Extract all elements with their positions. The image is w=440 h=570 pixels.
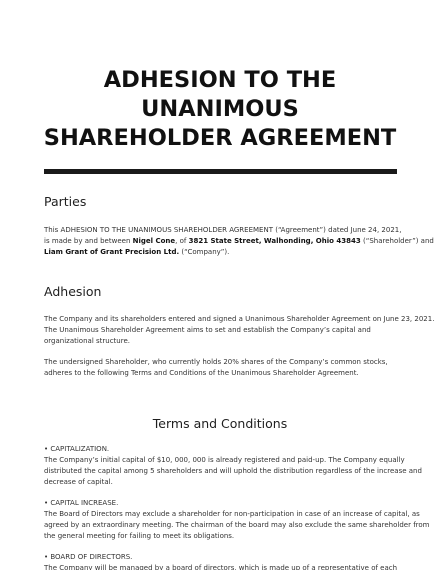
adhesion-heading: Adhesion: [44, 284, 102, 299]
paragraph-line: adheres to the following Terms and Conditions of the Unanimous Shareholder Agreement.: [44, 369, 359, 377]
parties-line-2: [44, 236, 434, 247]
clause-line: agreed by an extraordinary meeting. The chairman of the board may also exclude the same shareholder from: [44, 521, 430, 529]
parties-heading: Parties: [44, 194, 87, 209]
parties-paragraph: [44, 225, 434, 258]
paragraph-line: The Company and its shareholders entered and signed a Unanimous Shareholder Agreement on June 23, 2021.: [44, 315, 435, 323]
capital-increase-clause: [44, 498, 430, 542]
parties-text: , of: [175, 237, 189, 245]
clause-title: • CAPITALIZATION.: [44, 445, 110, 453]
document-title-line-2: UNANIMOUS: [141, 96, 299, 122]
clause-title: • BOARD OF DIRECTORS.: [44, 553, 133, 561]
document-title-line-3: SHAREHOLDER AGREEMENT: [43, 125, 397, 151]
company-name: Liam Grant of Grant Precision Ltd.: [44, 248, 180, 256]
parties-text: is made by and between: [44, 237, 133, 245]
board-of-directors-clause: [44, 552, 416, 570]
parties-text: (“Company”).: [179, 248, 230, 256]
adhesion-paragraph-2: [44, 357, 416, 379]
paragraph-line: organizational structure.: [44, 337, 130, 345]
clause-line: The Company’s initial capital of $10, 000, 000 is already registered and paid-up. The Company equally: [44, 456, 405, 464]
paragraph-line: The Unanimous Shareholder Agreement aims to set and establish the Company’s capital and: [44, 326, 371, 334]
terms-heading: Terms and Conditions: [152, 416, 288, 431]
clause-line: The Company will be managed by a board of directors, which is made up of a representative of each: [44, 564, 398, 570]
paragraph-line: The undersigned Shareholder, who currently holds 20% shares of the Company’s common stocks,: [44, 358, 388, 366]
clause-line: the general meeting for failing to meet its obligations.: [44, 532, 235, 540]
clause-title: • CAPITAL INCREASE.: [44, 499, 119, 507]
clause-line: distributed the capital among 5 shareholders and will uphold the distribution regardless of the increase and: [44, 467, 422, 475]
clause-line: The Board of Directors may exclude a shareholder for non-participation in case of an increase of capital, as: [44, 510, 420, 518]
shareholder-address: 3821 State Street, Walhonding, Ohio 43843: [188, 237, 361, 245]
capitalization-clause: [44, 444, 422, 488]
parties-line-3: [44, 247, 416, 258]
parties-text: (“Shareholder”) and: [360, 237, 434, 245]
shareholder-name: Nigel Cone: [132, 237, 176, 245]
clause-line: decrease of capital.: [44, 478, 113, 486]
title-divider: [44, 169, 397, 174]
parties-line-1: This ADHESION TO THE UNANIMOUS SHAREHOLDER AGREEMENT (“Agreement”) dated June 24, 2021,: [44, 226, 402, 234]
document-title-line-1: ADHESION TO THE: [103, 67, 337, 93]
adhesion-paragraph-1: [44, 314, 435, 347]
document-title: [0, 66, 440, 153]
